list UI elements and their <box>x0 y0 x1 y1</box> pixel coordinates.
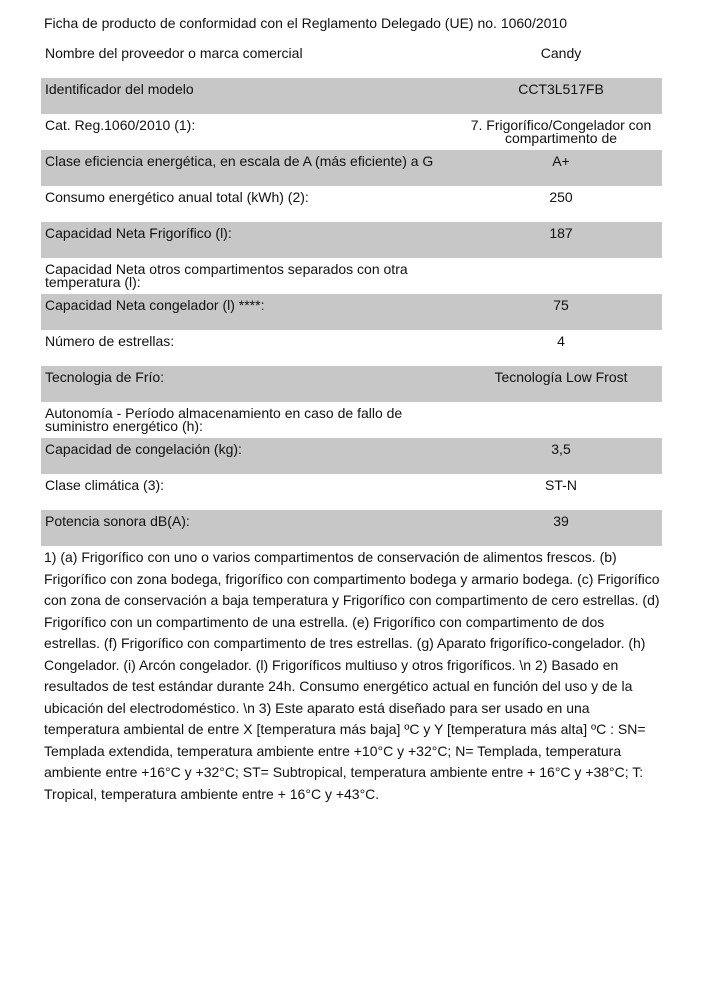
row-freezing-capacity <box>41 438 662 474</box>
row-label: Capacidad Neta Frigorífico (l): <box>45 225 232 241</box>
row-label: Consumo energético anual total (kWh) (2): <box>45 189 309 205</box>
row-fridge-capacity <box>41 222 662 258</box>
row-stars <box>41 330 662 366</box>
row-value: 250 <box>549 189 573 205</box>
row-label: Cat. Reg.1060/2010 (1): <box>45 117 196 133</box>
row-value: A+ <box>552 153 570 169</box>
row-freezer-capacity <box>41 294 662 330</box>
row-value: 187 <box>549 225 573 241</box>
row-other-capacity <box>41 258 662 294</box>
row-label: Capacidad Neta otros compartimentos separados con otra temperatura (l): <box>45 261 408 290</box>
row-cold-technology <box>41 366 662 402</box>
row-climate-class <box>41 474 662 510</box>
row-label: Clase climática (3): <box>45 477 165 493</box>
row-label: Nombre del proveedor o marca comercial <box>45 45 303 61</box>
row-value: Tecnología Low Frost <box>494 369 628 385</box>
row-value: 4 <box>557 333 565 349</box>
row-value: 39 <box>553 513 569 529</box>
row-label: Potencia sonora dB(A): <box>45 513 190 529</box>
document-title: Ficha de producto de conformidad con el Reglamento Delegado (UE) no. 1060/2010 <box>44 15 567 31</box>
row-label: Autonomía - Período almacenamiento en caso de fallo de suministro energético (h): <box>45 405 403 434</box>
row-value: Candy <box>540 45 582 61</box>
row-label: Capacidad Neta congelador (l) ****: <box>45 297 265 313</box>
row-value: CCT3L517FB <box>518 81 604 97</box>
row-model <box>41 78 662 114</box>
row-label: Identificador del modelo <box>45 81 194 97</box>
row-annual-consumption <box>41 186 662 222</box>
row-autonomy <box>41 402 662 438</box>
row-value: ST-N <box>545 477 577 493</box>
row-category <box>41 114 662 150</box>
row-value: 7. Frigorífico/Congelador con compartimento de <box>470 117 652 146</box>
row-supplier <box>41 42 662 78</box>
footnotes: 1) (a) Frigorífico con uno o varios compartimentos de conservación de alimentos frescos. (b) Frigorífico con zona bodega, frigorífico con compartimento bodega y armario bodega. (c) Frigorífico con zona de conservación a baja temperatura y Frigorífico con compartimento de cero estrellas. (d) Frigorífico con un compartimento de una estrella. (e) Frigorífico con compartimento de dos estrellas. (f) Frigorífico con compartimento de tres estrellas. (g) Aparato frigorífico-congelador. (h) Congelador. (i) Arcón congelador. (l) Frigoríficos multiuso y otros frigoríficos. \n 2) Basado en resultados de test estándar durante 24h. Consumo energético actual en función del uso y de la ubicación del electrodoméstico. \n 3) Este aparato está diseñado para ser usado en una temperatura ambiental de entre X [temperatura más baja] ºC y Y [temperatura más alta] ºC : SN= Templada extendida, temperatura ambiente entre +10°C y +32°C; N= Templada, temperatura ambiente entre +16°C y +32°C; ST= Subtropical, temperatura ambiente entre + 16°C y +38°C; T: Tropical, temperatura ambiente entre + 16°C y +43°C. <box>44 549 660 802</box>
row-value: 75 <box>553 297 569 313</box>
row-label: Capacidad de congelación (kg): <box>45 441 242 457</box>
row-value: 3,5 <box>551 441 571 457</box>
row-label: Número de estrellas: <box>45 333 175 349</box>
row-label: Tecnologia de Frío: <box>45 369 165 385</box>
row-energy-class <box>41 150 662 186</box>
row-label: Clase eficiencia energética, en escala de A (más eficiente) a G <box>45 153 434 169</box>
product-sheet-table <box>41 42 662 546</box>
row-noise <box>41 510 662 546</box>
